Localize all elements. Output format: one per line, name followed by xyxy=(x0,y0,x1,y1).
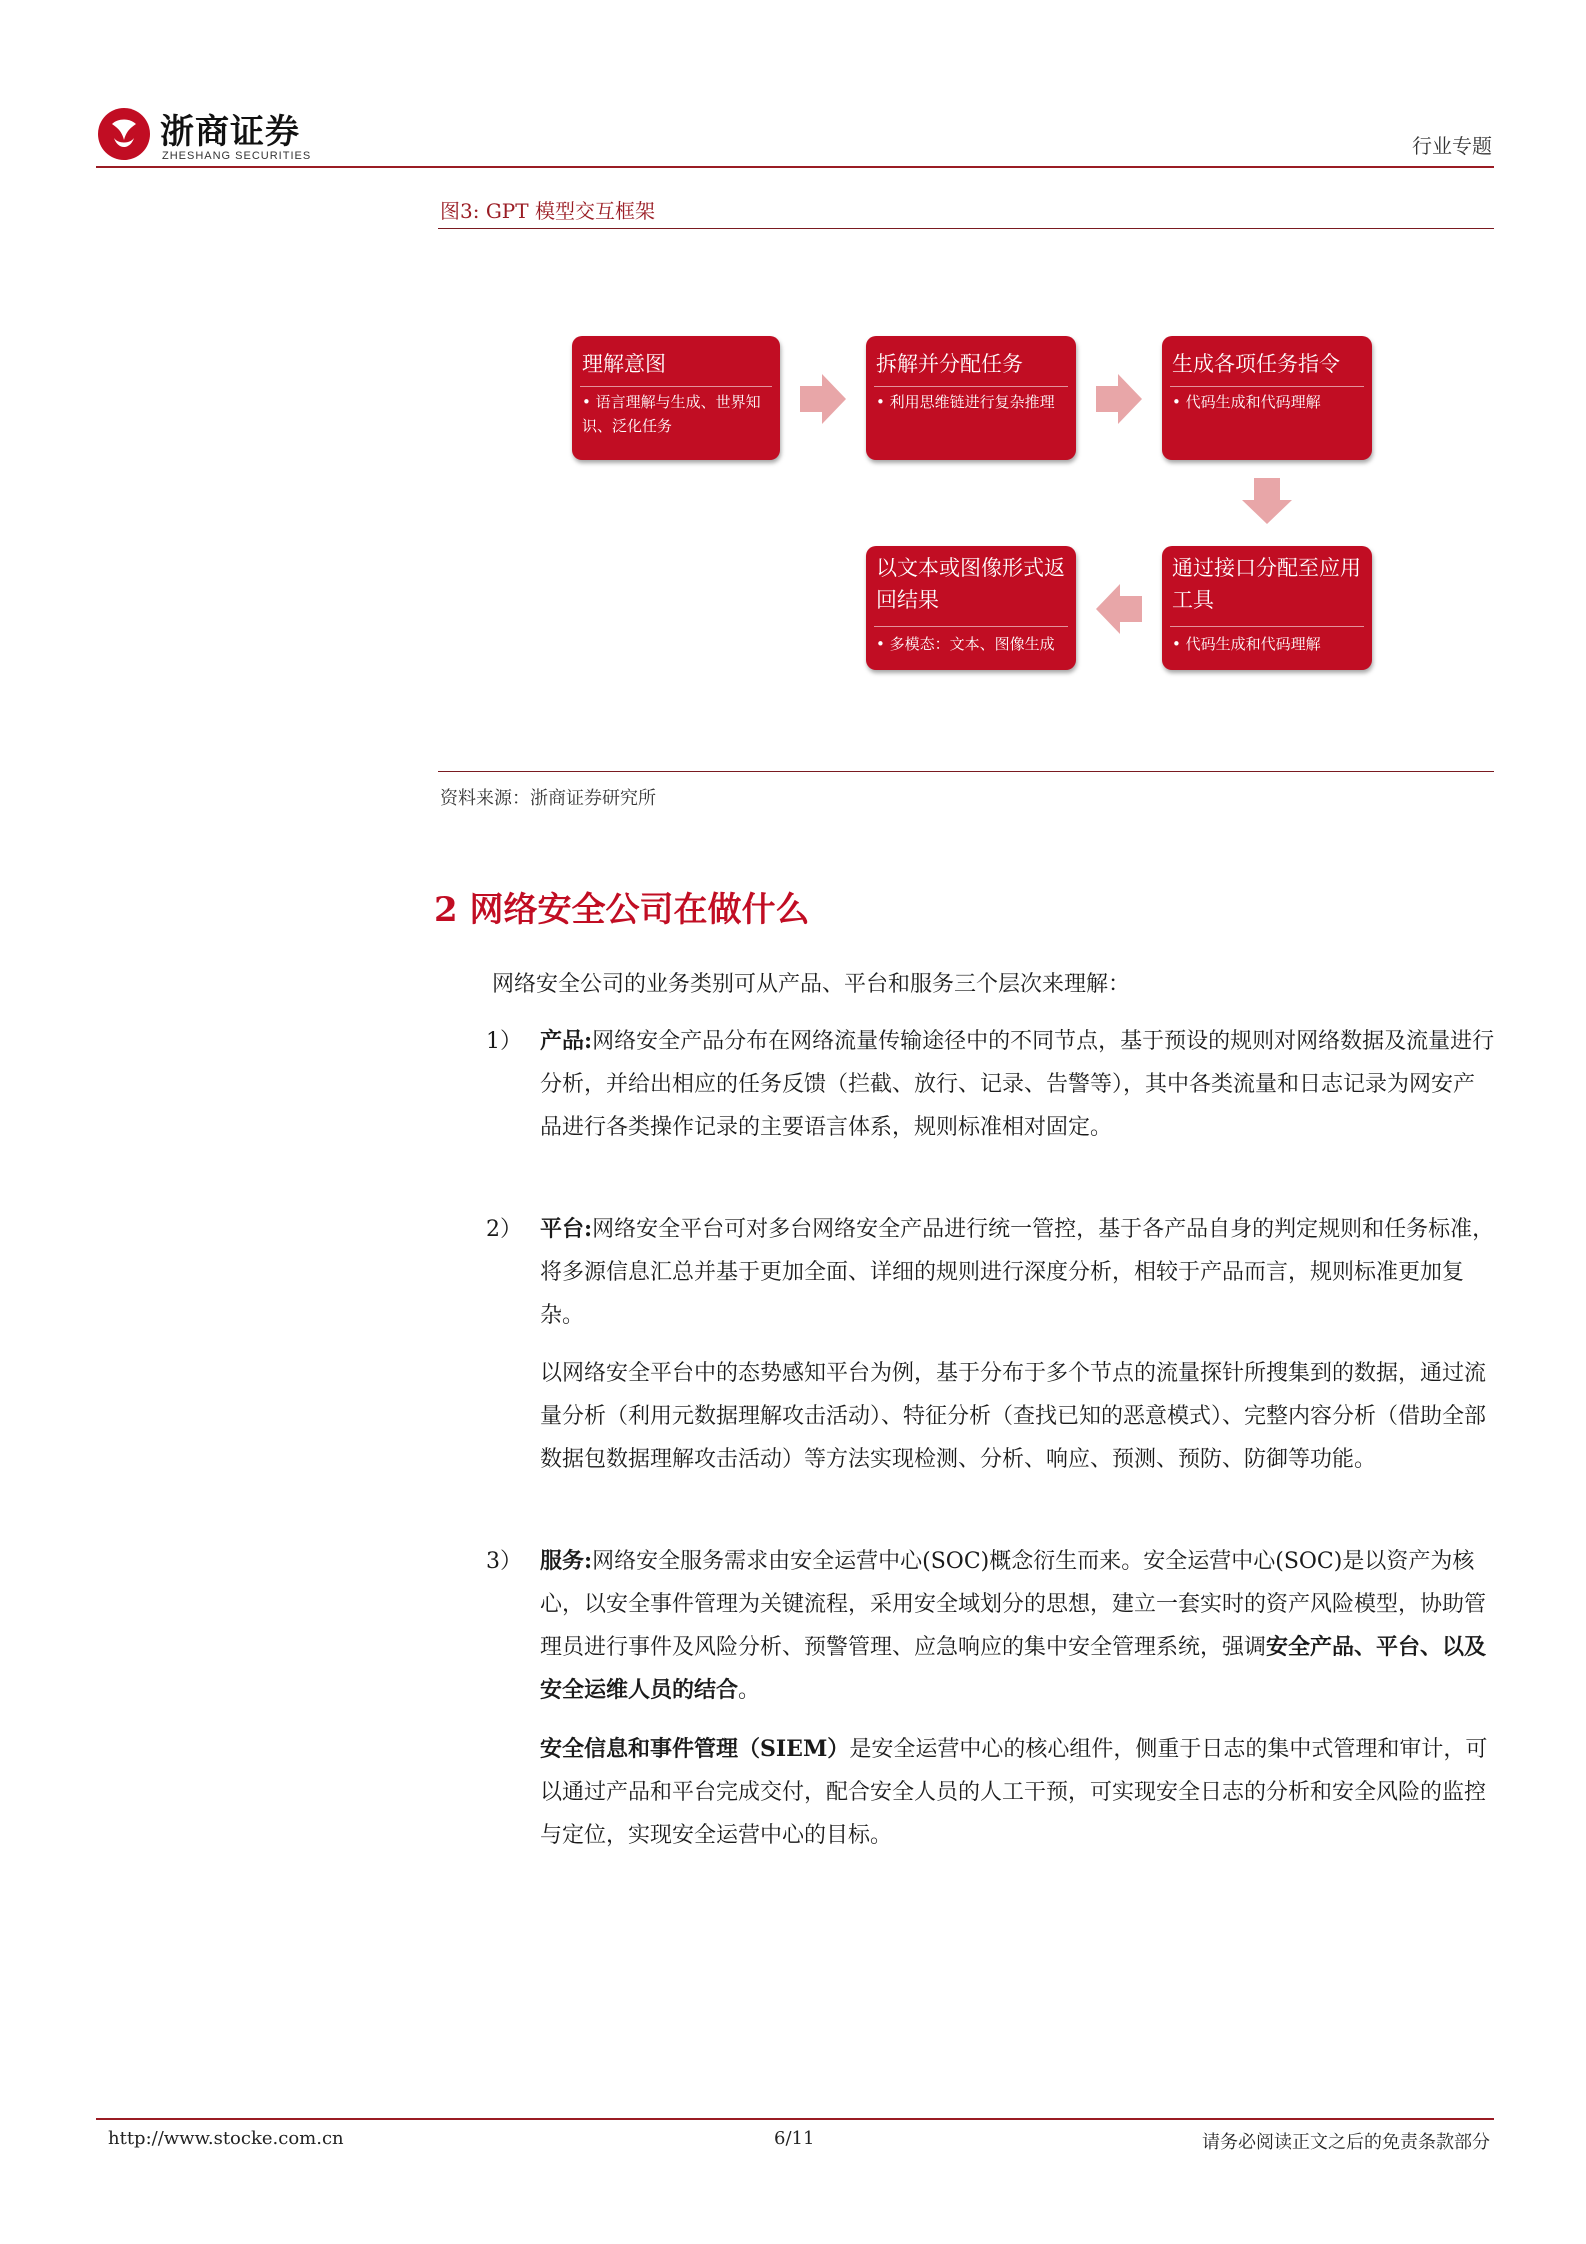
flow-box-divider xyxy=(580,386,772,387)
intro-paragraph: 网络安全公司的业务类别可从产品、平台和服务三个层次来理解： xyxy=(492,972,1131,997)
document-type: 行业专题 xyxy=(1412,134,1492,158)
arrow-right-icon xyxy=(1096,374,1142,424)
siem-paragraph xyxy=(540,1728,1496,1857)
figure-top-rule xyxy=(438,228,1494,229)
flow-box-divider xyxy=(874,386,1068,387)
flow-box-title: 理解意图 xyxy=(582,352,666,376)
list-item-text: 网络安全产品分布在网络流量传输途径中的不同节点，基于预设的规则对网络数据及流量进行分析，并给出相应的任务反馈（拦截、放行、记录、告警等），其中各类流量和日志记录为网安产品进行各类操作记录的主要语言体系，规则标准相对固定。 xyxy=(540,1029,1495,1140)
flow-box-divider xyxy=(1170,386,1364,387)
arrow-down-icon xyxy=(1242,478,1292,524)
company-logo xyxy=(96,100,336,172)
flow-box-split-tasks xyxy=(866,336,1076,460)
logo-text-cn: 浙商证券 xyxy=(160,112,300,152)
list-item-text: 网络安全服务需求由安全运营中心(SOC)概念衍生而来。安全运营中心(SOC)是以资产为核心，以安全事件管理为关键流程，采用安全域划分的思想，建立一套实时的资产风险模型，协助管理员进行事件及风险分析、预警管理、应急响应的集中安全管理系统，强调 xyxy=(540,1549,1487,1660)
footer-rule xyxy=(96,2118,1494,2120)
flow-box-body: • 代码生成和代码理解 xyxy=(1172,635,1321,653)
list-item-label: 服务: xyxy=(540,1548,593,1574)
flow-box-understand-intent xyxy=(572,336,780,460)
flow-box-body: • 代码生成和代码理解 xyxy=(1172,393,1321,411)
flow-box-generate-instructions xyxy=(1162,336,1372,460)
list-item-label: 平台: xyxy=(540,1216,593,1242)
flow-box-body: • 语言理解与生成、世界知识、泛化任务 xyxy=(582,393,761,435)
list-item-emphasis: 安全产品、平台、以及安全运维人员的结合 xyxy=(540,1634,1487,1703)
flow-box-divider xyxy=(1170,626,1364,627)
page-number: 6/11 xyxy=(774,2128,815,2149)
list-item-label: 产品: xyxy=(540,1028,593,1054)
figure-title: 图3: GPT 模型交互框架 xyxy=(440,199,655,223)
flow-box-title: 拆解并分配任务 xyxy=(876,352,1023,376)
list-number: 3） xyxy=(486,1549,522,1574)
flow-box-divider xyxy=(874,626,1068,627)
list-item-text: 网络安全平台可对多台网络安全产品进行统一管控，基于各产品自身的判定规则和任务标准，将多源信息汇总并基于更加全面、详细的规则进行深度分析，相较于产品而言，规则标准更加复杂。 xyxy=(540,1217,1495,1328)
header-rule xyxy=(96,166,1494,168)
flow-box-dispatch-tools xyxy=(1162,546,1372,670)
flow-box-title: 通过接口分配至应用工具 xyxy=(1172,556,1361,612)
list-item-service xyxy=(540,1540,1496,1712)
list-number: 1） xyxy=(486,1029,522,1054)
logo-mark-icon xyxy=(96,106,152,162)
list-item-platform xyxy=(540,1208,1496,1337)
flow-box-return-results xyxy=(866,546,1076,670)
arrow-right-icon xyxy=(800,374,846,424)
siem-term: 安全信息和事件管理（SIEM） xyxy=(540,1736,850,1762)
figure-bottom-rule xyxy=(438,771,1494,772)
flow-box-title: 以文本或图像形式返回结果 xyxy=(876,556,1065,612)
flow-box-body: • 利用思维链进行复杂推理 xyxy=(876,393,1055,411)
flow-box-title: 生成各项任务指令 xyxy=(1172,352,1340,376)
section-heading: 2 网络安全公司在做什么 xyxy=(434,890,810,930)
flow-box-body: • 多模态：文本、图像生成 xyxy=(876,635,1055,653)
list-item-product xyxy=(540,1020,1496,1149)
list-number: 2） xyxy=(486,1217,522,1242)
list-item-text-end: 。 xyxy=(738,1678,761,1703)
footer-url[interactable]: http://www.stocke.com.cn xyxy=(108,2128,344,2149)
footer-disclaimer: 请务必阅读正文之后的免责条款部分 xyxy=(1202,2132,1490,2153)
siem-text: 是安全运营中心的核心组件，侧重于日志的集中式管理和审计，可以通过产品和平台完成交付，配合安全人员的人工干预，可实现安全日志的分析和安全风险的监控与定位，实现安全运营中心的目标。 xyxy=(540,1737,1488,1848)
figure-source: 资料来源：浙商证券研究所 xyxy=(440,788,656,809)
logo-text-en: ZHESHANG SECURITIES xyxy=(162,150,312,162)
platform-example-paragraph: 以网络安全平台中的态势感知平台为例，基于分布于多个节点的流量探针所搜集到的数据，通过流量分析（利用元数据理解攻击活动）、特征分析（查找已知的恶意模式）、完整内容分析（借助全部数据包数据理解攻击活动）等方法实现检测、分析、响应、预测、预防、防御等功能。 xyxy=(540,1361,1487,1472)
arrow-left-icon xyxy=(1096,584,1142,634)
